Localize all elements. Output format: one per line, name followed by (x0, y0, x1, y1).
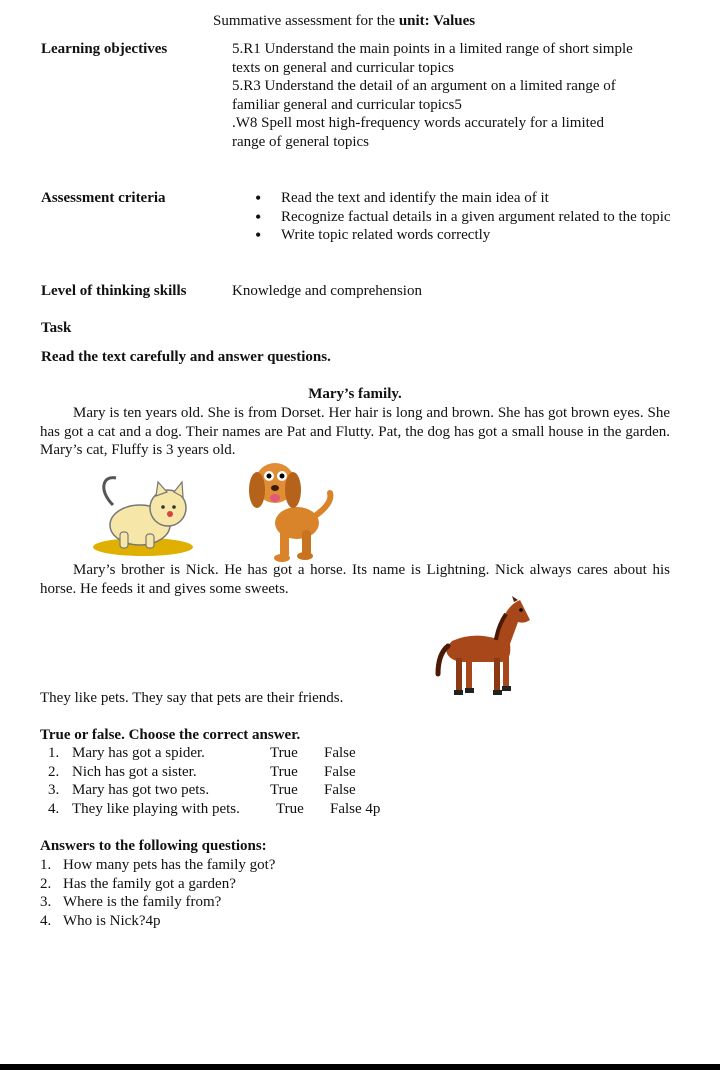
story-paragraph-3: They like pets. They say that pets are their friends. (40, 690, 344, 706)
item-number: 3. (40, 894, 52, 910)
item-text: Where is the family from? (63, 894, 222, 910)
true-option: True (270, 763, 298, 780)
task-label: Task (41, 320, 72, 336)
criteria-item: • Read the text and identify the main idea of it (255, 189, 685, 208)
bottom-edge (0, 1064, 720, 1070)
item-number: 3. (48, 782, 60, 798)
story-paragraph-1: Mary is ten years old. She is from Dorset. Her hair is long and brown. She has got brown eyes. She has got a cat and a dog. Their names are Pat and Flutty. Pat, the dog has got a small house in the garden. Mary’s cat, Fluffy is 3 years old. (40, 405, 670, 458)
cat-illustration (88, 470, 198, 560)
item-text: Who is Nick?4p (63, 912, 161, 929)
item-text: They like playing with pets. (72, 800, 240, 817)
item-text: Mary has got a spider. (72, 745, 205, 761)
item-text: How many pets has the family got? (63, 857, 276, 873)
item-number: 2. (48, 763, 60, 780)
false-option: False (324, 782, 356, 798)
story-paragraph-2: Mary’s brother is Nick. He has got a horse. Its name is Lightning. Nick always cares about his horse. He feeds it and gives some sweets. (40, 562, 670, 597)
objectives-text (232, 40, 692, 151)
objective-line: 5.R3 Understand the detail of an argument on a limited range of (232, 78, 616, 94)
false-option: False 4p (330, 800, 381, 817)
item-number: 1. (40, 857, 52, 873)
false-option: False (324, 745, 356, 761)
objective-line: .W8 Spell most high-frequency words accurately for a limited (232, 115, 604, 131)
criteria-list (255, 189, 685, 245)
objective-line: 5.R1 Understand the main points in a limited range of short simple (232, 41, 633, 57)
list-item (40, 800, 440, 819)
story-title: Mary’s family. (308, 386, 402, 402)
list-item (40, 763, 440, 782)
list-item (40, 781, 440, 800)
item-number: 4. (48, 800, 60, 817)
true-false-list (40, 744, 440, 818)
true-option: True (276, 800, 304, 817)
objective-line: texts on general and curricular topics (232, 59, 454, 76)
item-number: 1. (48, 745, 60, 761)
true-option: True (270, 745, 298, 761)
thinking-value: Knowledge and comprehension (232, 283, 422, 299)
criteria-item: • Recognize factual details in a given argument related to the topic (255, 208, 685, 227)
item-text: Mary has got two pets. (72, 782, 210, 798)
thinking-label: Level of thinking skills (41, 283, 187, 299)
item-number: 2. (40, 875, 52, 892)
item-text: Nich has got a sister. (72, 763, 197, 780)
list-item (40, 744, 440, 763)
true-false-heading: True or false. Choose the correct answer. (40, 727, 301, 743)
list-item (40, 912, 440, 931)
item-number: 4. (40, 912, 52, 929)
questions-list (40, 856, 440, 930)
title-prefix: Summative assessment for the (213, 13, 399, 29)
true-option: True (270, 782, 298, 798)
false-option: False (324, 763, 356, 780)
horse-illustration (432, 596, 537, 701)
objective-line: familiar general and curricular topics5 (232, 96, 462, 113)
criteria-label: Assessment criteria (41, 190, 166, 206)
objectives-label: Learning objectives (41, 41, 168, 57)
list-item (40, 856, 440, 875)
page-title (213, 12, 475, 31)
list-item (40, 875, 440, 894)
task-instruction: Read the text carefully and answer questions. (41, 349, 331, 365)
objective-line: range of general topics (232, 133, 370, 150)
questions-heading: Answers to the following questions: (40, 838, 267, 854)
criteria-item: • Write topic related words correctly (255, 226, 685, 245)
list-item (40, 893, 440, 912)
item-text: Has the family got a garden? (63, 875, 236, 892)
dog-illustration (245, 458, 340, 563)
title-unit: unit: Values (398, 13, 476, 29)
